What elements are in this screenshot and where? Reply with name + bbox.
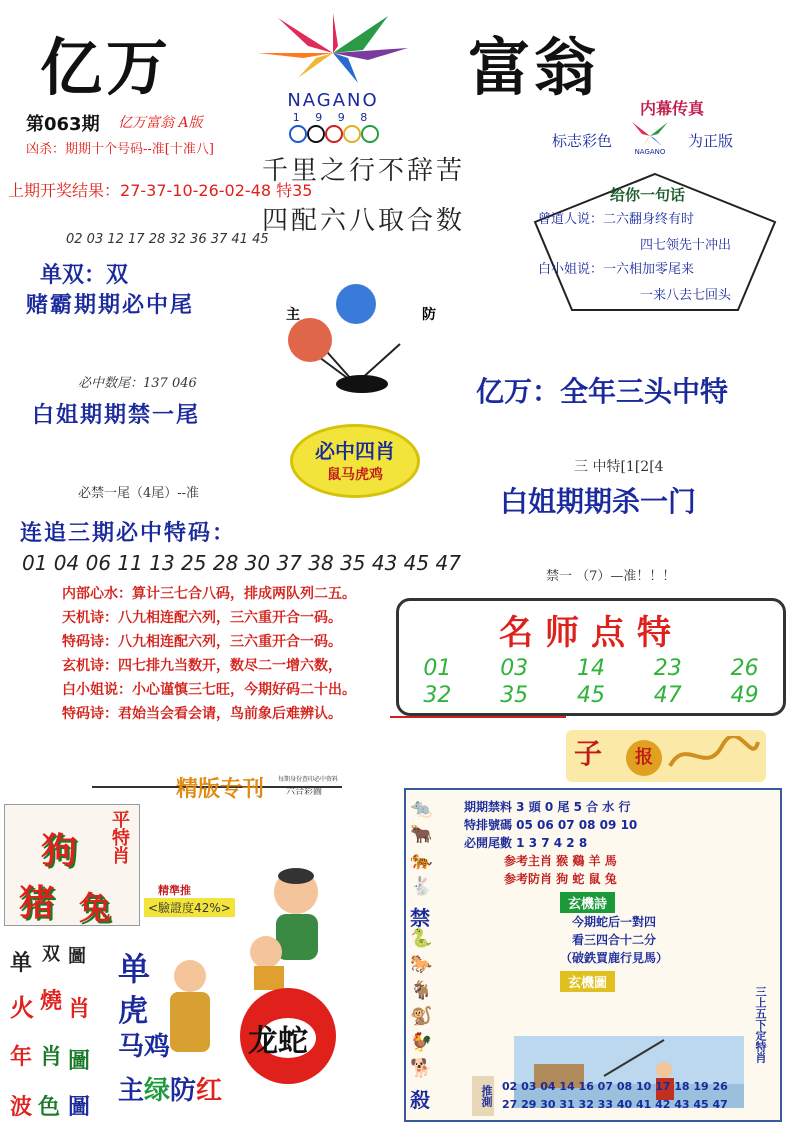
bl-vertical-label: 平特肖 xyxy=(109,810,130,864)
ban-tail-slogan: 白姐期期禁一尾 xyxy=(32,403,201,428)
bl-bottom-d: 红 xyxy=(196,1076,223,1106)
br-info-rows xyxy=(464,798,764,992)
master-num: 23 xyxy=(653,656,682,681)
br-side-ban: 禁 xyxy=(410,906,430,930)
fax-right: 为正版 xyxy=(688,132,734,150)
master-num: 14 xyxy=(576,656,605,681)
master-num: 32 xyxy=(423,683,452,708)
pentagon-line-2: 四七领先十冲出 xyxy=(640,238,732,253)
br-poem-1: 今期蛇后一對四 xyxy=(571,915,656,929)
snake-icon: 🐍 xyxy=(410,928,433,949)
br-poem-title: 玄機詩 xyxy=(560,892,615,913)
ball-right-label: 防 xyxy=(422,307,436,323)
red-poem-2: 天机诗：八九相连配六列，三六重开合一码。 xyxy=(62,610,342,626)
br-side-kill: 殺 xyxy=(410,1088,430,1112)
bl-title-main: 精版专刊 xyxy=(176,777,265,802)
title-right: 富翁 xyxy=(468,31,601,104)
rabbit-icon: 🐇 xyxy=(410,876,433,897)
poem-center-line2: 四配六八取合数 xyxy=(262,206,466,236)
dragon-snake-text: 龙蛇 xyxy=(248,1024,308,1059)
last-result-label: 上期开奖结果： xyxy=(8,181,121,200)
bl-chart-11: 色 xyxy=(38,1095,61,1120)
bl-chart-3: 圖 xyxy=(68,946,86,967)
fax-title: 内幕传真 xyxy=(640,99,705,118)
bl-middle-2: 虎 xyxy=(118,994,148,1029)
br-grid-row-2: 27 29 30 31 32 33 40 41 42 43 45 47 xyxy=(502,1098,728,1111)
bl-chart-6: 肖 xyxy=(68,997,91,1022)
ban-one: 禁一 （7）—准！！！ xyxy=(546,569,676,584)
chain-numbers: 01 04 06 11 13 25 28 30 37 38 35 43 45 47 xyxy=(22,551,461,575)
bl-chart-4: 火 xyxy=(10,994,34,1022)
issue-label: 第063期 xyxy=(26,114,100,135)
logo-brand: NAGANO xyxy=(287,90,379,111)
bl-bottom-b: 绿 xyxy=(144,1076,171,1106)
dog-icon: 🐕 xyxy=(410,1058,433,1079)
base-icon xyxy=(336,375,388,393)
old-man-icon xyxy=(160,956,220,1066)
pentagon-line-1: 曾道人说：二六翻身终有时 xyxy=(538,212,695,227)
last-result-numbers: 27-37-10-26-02-48 特35 xyxy=(120,181,313,200)
pentagon-box xyxy=(530,170,780,315)
goat-icon: 🐐 xyxy=(410,980,433,1001)
bl-chart-2: 双 xyxy=(42,944,60,965)
red-ball-icon xyxy=(288,318,332,362)
red-poem-3: 特码诗：八九相连配六列，三六重开合一码。 xyxy=(62,634,342,650)
br-top-banner xyxy=(566,730,766,782)
tail-slogan: 赌霸期期必中尾 xyxy=(26,293,195,318)
rat-icon: 🐀 xyxy=(410,798,433,819)
bl-chart-12: 圖 xyxy=(68,1095,91,1120)
pentagon-line-4: 一来八去七回头 xyxy=(640,288,732,303)
flower-logo-icon xyxy=(238,8,428,88)
br-poem-img-title: 玄機圖 xyxy=(560,971,615,992)
br-row-1: 期期禁料 3 頭 0 尾 5 合 水 行 xyxy=(464,800,631,814)
mini-flower-icon xyxy=(622,118,678,160)
br-row-4: 参考主肖 猴 鷄 羊 馬 xyxy=(504,854,617,868)
bl-chart-10: 波 xyxy=(10,1095,33,1120)
bl-middle-3: 马鸡 xyxy=(118,1032,171,1062)
blue-ball-icon xyxy=(336,284,376,324)
zodiac-bubble-animals: 鼠马虎鸡 xyxy=(327,467,383,483)
br-zodiac-column xyxy=(410,796,460,1116)
chain-title: 连追三期必中特码： xyxy=(20,521,237,546)
bottom-right-panel xyxy=(396,724,782,1122)
masters-box xyxy=(396,598,786,716)
bl-bottom-c: 防 xyxy=(170,1076,197,1106)
yiwan-slogan: 亿万：全年三头中特 xyxy=(476,375,729,408)
br-top-badge: 报 xyxy=(626,740,662,776)
master-num: 03 xyxy=(500,656,529,681)
master-num: 47 xyxy=(653,683,682,708)
bl-chart-9: 圖 xyxy=(68,1049,91,1074)
bl-tiny-note: 每期身份查印必中资料 xyxy=(278,776,339,783)
bl-middle-1: 单 xyxy=(118,950,151,988)
ball-left-label: 主 xyxy=(286,307,300,323)
br-top-char: 子 xyxy=(574,737,603,770)
master-num: 26 xyxy=(730,656,759,681)
bl-bottom-a: 主 xyxy=(118,1076,145,1106)
must-tail: 必中数尾：137 046 xyxy=(78,376,197,391)
issue-subtitle: 凶杀：期期十个号码--准[十准八] xyxy=(26,142,214,157)
dragon-snake-disc xyxy=(240,988,336,1084)
bl-title-sub: 六合彩圖 xyxy=(286,787,323,797)
bottom-left-panel xyxy=(0,770,356,1125)
masters-title: 名师点特 xyxy=(499,613,683,653)
red-poem-6: 特码诗：君始当会看会请，鸟前象后难辨认。 xyxy=(62,706,342,722)
balls-svg xyxy=(270,284,440,394)
bl-zodiac-2: 猪 xyxy=(19,883,56,924)
san-zhong: 三 中特[1[2[4 xyxy=(574,459,664,475)
fax-left: 标志彩色 xyxy=(552,132,613,150)
horse-icon: 🐎 xyxy=(410,954,433,975)
master-num: 49 xyxy=(730,683,759,708)
br-row-2: 特排號碼 05 06 07 08 09 10 xyxy=(464,818,638,832)
pentagon-title: 给你一句话 xyxy=(610,186,686,204)
olympic-rings-icon xyxy=(238,124,428,148)
bl-chart-1: 单 xyxy=(10,951,33,976)
issue-brand: 亿万富翁 A版 xyxy=(118,115,203,131)
ox-icon: 🐂 xyxy=(410,824,433,845)
br-poem-2: 看三四合十二分 xyxy=(571,933,656,947)
zodiac-bubble xyxy=(290,424,420,498)
br-main-box xyxy=(404,788,782,1122)
bl-chart-5: 燒 xyxy=(40,989,63,1014)
zodiac-bubble-title: 必中四肖 xyxy=(315,439,395,463)
tiger-icon: 🐅 xyxy=(410,850,433,871)
br-poem-3: （破鉄買鹿行見馬） xyxy=(559,951,668,965)
bl-lucky-tag: 精準推 xyxy=(158,884,191,897)
logo-year: 1 9 9 8 xyxy=(292,111,374,124)
masters-row-2 xyxy=(399,683,783,708)
balls-graphic xyxy=(270,284,440,394)
nagano-logo xyxy=(238,8,428,138)
red-poem-1: 内部心水：算计三七合八码，排成两队列二五。 xyxy=(62,586,356,602)
bl-zodiac-3: 兔 xyxy=(79,889,112,927)
master-num: 01 xyxy=(423,656,452,681)
title-left: 亿万 xyxy=(40,31,173,104)
left-numbers-row: 02 03 12 17 28 32 36 37 41 45 xyxy=(66,232,269,247)
bl-zodiac-1: 狗 xyxy=(41,831,78,872)
dragon-swirl-icon xyxy=(666,736,762,776)
bl-chart-7: 年 xyxy=(10,1045,33,1070)
monkey-icon: 🐒 xyxy=(410,1006,433,1027)
svg-text:NAGANO: NAGANO xyxy=(634,148,666,156)
bl-chart xyxy=(4,940,104,1120)
bl-chart-8: 肖 xyxy=(40,1045,63,1070)
master-num: 45 xyxy=(576,683,605,708)
cartoon-children-icon xyxy=(246,862,342,992)
red-poems xyxy=(62,582,378,726)
bai-jie-slogan: 白姐期期杀一门 xyxy=(500,485,697,518)
rooster-icon: 🐓 xyxy=(410,1032,433,1053)
red-poem-5: 白小姐说：小心谨慎三七旺，今期好码二十出。 xyxy=(62,682,356,698)
br-side-label: 推測 xyxy=(472,1076,494,1116)
br-row-5: 参考防肖 狗 蛇 鼠 兔 xyxy=(504,872,617,886)
bl-bottom-line xyxy=(118,1070,222,1107)
ban-tail: 必禁一尾（4尾）--准 xyxy=(78,486,200,501)
bl-title xyxy=(176,772,264,803)
br-grid-row-1: 02 03 04 14 16 07 08 10 17 18 19 26 xyxy=(502,1080,728,1093)
bl-lucky-tag2: <驗證度42%> xyxy=(144,898,235,917)
red-divider xyxy=(390,716,566,718)
masters-row-1 xyxy=(399,656,783,681)
poem-center-line1: 千里之行不辞苦 xyxy=(262,156,466,186)
pentagon-line-3: 白小姐说：一六相加零尾来 xyxy=(538,262,695,277)
br-vertical-right: 三上五下定特肖 xyxy=(754,986,767,1063)
master-num: 35 xyxy=(500,683,529,708)
fax-mini-logo xyxy=(622,118,678,160)
odd-even: 单双：双 xyxy=(40,263,129,288)
red-poem-4: 玄机诗：四七排九当数开，数尽二一增六数， xyxy=(62,658,342,674)
br-row-3: 必開尾數 1 3 7 4 2 8 xyxy=(464,836,588,850)
